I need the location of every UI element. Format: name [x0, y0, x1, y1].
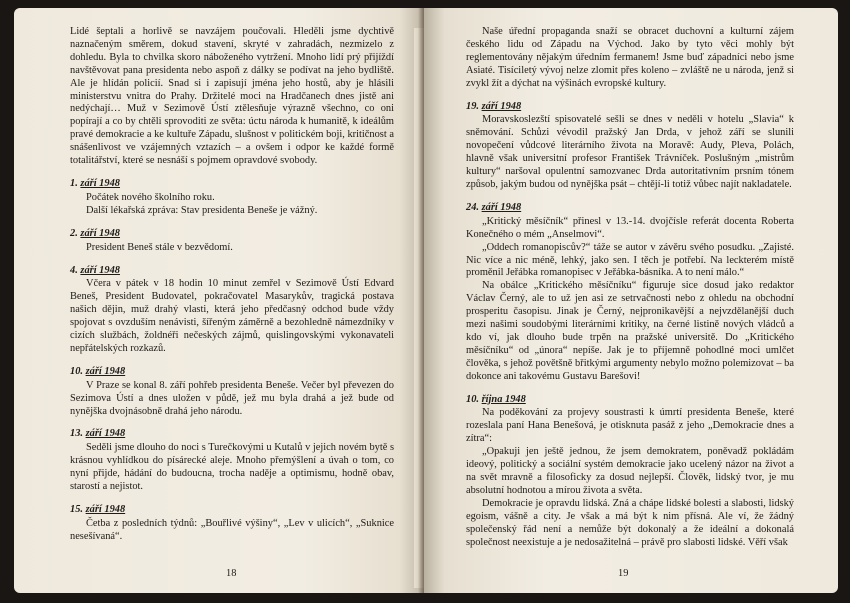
- entry-date-heading: [70, 366, 394, 379]
- entry-paragraph: Počátek nového školního roku.: [86, 191, 215, 203]
- left-page: [14, 8, 424, 593]
- entry-date-day: 1.: [70, 177, 78, 189]
- diary-entry: [466, 101, 794, 192]
- entry-date-month: září 1948: [85, 365, 126, 377]
- entry-paragraph: Na poděkování za projevy soustrasti k úmrtí presidenta Beneše, které rozeslala paní Hana Benešová, je otisknuta pasáž z jeho „Demokracie dnes a zítra“:: [466, 407, 794, 445]
- entry-paragraph: Demokracie je opravdu lidská. Zná a chápe lidské bolesti a slabosti, lidský egoism, vášně a city. Je však a má být k nim přísná. Ale ví, že žádný společenský řád není a nemůže být dokonalý a že ideální a dokonalá společnost neexistuje a je nedosažitelná – právě pro slabosti lidské. Věří však: [466, 497, 794, 548]
- entry-date-day: 24.: [466, 201, 479, 213]
- page-number-left: 18: [226, 568, 237, 579]
- entry-date-day: 10.: [466, 393, 479, 405]
- entry-date-heading: [70, 228, 394, 241]
- entry-date-day: 15.: [70, 504, 83, 515]
- entry-date-month: října 1948: [481, 393, 526, 405]
- diary-entry: [466, 202, 794, 384]
- right-diary-entries: [466, 101, 794, 550]
- entry-date-day: 10.: [70, 365, 83, 377]
- page-number-right: 19: [618, 568, 629, 579]
- entry-date-day: 2.: [70, 227, 78, 239]
- entry-paragraph: President Beneš stále v bezvědomí.: [86, 241, 233, 253]
- entry-paragraph: Seděli jsme dlouho do noci s Turečkovými u Kutalů v jejich novém bytě s krásnou vyhlídkou do písárecké aleje. Mnoho přemýšlení a úvah o tom, co nyní přijde, hádání do budoucna, trocha naděje a optimismu, hodně obav, starostí a nejistot.: [70, 442, 394, 493]
- entry-date-day: 4.: [70, 264, 78, 276]
- entry-paragraph: Další lékařská zpráva: Stav presidenta Beneše je vážný.: [86, 204, 318, 216]
- entry-paragraph: „Oddech romanopiscův?“ táže se autor v závěru svého posudku. „Zajisté. Nic více a nic méně, lehký, jako sen. I těch je potřebí. Na leckterém místě proměnil Jeřábka romanopisec v Jeřábka-básníka. A to není málo.“: [466, 241, 794, 279]
- left-intro-paragraph: Lidé šeptali a horlivě se navzájem poučovali. Hleděli jsme dychtivě naznačeným směrem, dokud stavení, skryté v zahradách, nezmizelo z dohledu. Byla to chvilka skoro náboženého vytržení. Mnoho lidí prý přijíždí navštěvovat pana presidenta nebo aspoň z dálky se podívat na jeho bydliště. Ale je hlídán policií. Snad si i zapisují jména jeho hostů, aby je hlásili ministerstvu vnitra do Prahy. Držitelé moci na Hradčanech dnes jistě ani nedýchají… Muž v Sezimově Ústí ztělesňuje výrazně všechno, co oni popírají a co by chtěli sprovoditi ze světa: úctu národa k humanitě, k ideálům pravé demokracie a ke kultuře Západu, slušnost v politickém boji, kritičnost a snášenlivost ve vzájemných vztazích – a ovšem i odpor ke každé formě totalitářství, které se nesnáší s pojmem opravdové svobody.: [70, 26, 394, 167]
- entry-date-month: září 1948: [80, 177, 120, 189]
- entry-date-heading: [70, 178, 394, 191]
- entry-date-heading: [70, 428, 394, 441]
- entry-date-heading: [70, 504, 394, 517]
- entry-date-month: září 1948: [80, 264, 120, 276]
- entry-date-heading: [70, 265, 394, 278]
- entry-paragraph: Moravskoslezští spisovatelé sešli se dnes v neděli v hotelu „Slavia“ k sněmování. Schůzi vévodil pražský Jan Drda, v jehož září se slunili novopečení vůdcové literárního života na Moravě: Audy, Pleva, Polách, hlavně však universitní profesor František Trávníček. Poslušným „mistrům kultury“ naršoval opulentní samozvanec Drda autoritativním prsním tónem způsob, jakým budou od nynějška psát – chtějí-li totiž vůbec najít nakladatele.: [466, 114, 794, 190]
- entry-date-month: září 1948: [85, 428, 126, 440]
- entry-date-month: září 1948: [481, 100, 522, 112]
- entry-date-heading: [466, 202, 794, 215]
- right-page: [424, 8, 838, 593]
- right-intro-paragraph: Naše úřední propaganda snaží se obracet duchovní a kulturní zájem českého lidu od Západu na Východ. Jako by tyto věci mohly být reglementovány nějakým úředním fermanem! Jsme buď západníci nebo jsme Asiaté. Tisíciletý vývoj nelze zlomit přes koleno – zvláště ne u národa, jenž si zvykl žít a dýchat na výšinách evropské kultury.: [466, 26, 794, 89]
- entry-date-day: 13.: [70, 428, 83, 440]
- diary-entry: [70, 504, 394, 544]
- entry-date-month: září 1948: [85, 504, 126, 515]
- diary-entry: [466, 394, 794, 550]
- diary-entry: [70, 265, 394, 356]
- entry-date-heading: [466, 101, 794, 114]
- entry-paragraph: „Kritický měsíčník“ přinesl v 13.-14. dvojčísle referát docenta Roberta Konečného o mém „Anselmovi“.: [466, 215, 794, 240]
- entry-date-day: 19.: [466, 100, 479, 112]
- entry-date-month: září 1948: [80, 227, 120, 239]
- diary-entry: [70, 178, 394, 218]
- diary-entry: [70, 428, 394, 494]
- diary-entry: [70, 366, 394, 419]
- entry-date-heading: [466, 394, 794, 407]
- diary-entry: [70, 228, 394, 255]
- entry-paragraph: V Praze se konal 8. září pohřeb presidenta Beneše. Večer byl převezen do Sezimova Ústí a dnes uložen v půdě, jež mu byla drahá a jež bude od nynějška dvojnásobně drahá jeho národu.: [70, 379, 394, 417]
- entry-date-month: září 1948: [481, 201, 522, 213]
- entry-paragraph: Na obálce „Kritického měsíčníku“ figuruje sice dosud jako redaktor Václav Černý, ale to už jen asi ze setrvačnosti nebo z ohledu na obchodní prosperitu časopisu. Jinak je Černý, nejpronikavější a nejvzdělanější duch mezi našimi soudobými literárními kritiky, na černé listině nových vládců a kdo ví, jak dlouho bude trpěn na pražské universitě. Do „Kritického měsíčníku“ od „února“ nepíše. Jak je to příjemně pohodlné moci umlčet člověka, s jehož povětšně břitkými argumenty nebylo možno polemizovat – ba dokonce ani takovému Gustavu Barešovi!: [466, 280, 794, 382]
- entry-paragraph: Četba z posledních týdnů: „Bouřlivé výšiny“, „Lev v ulicích“, „Suknice nesešívaná“.: [70, 517, 394, 542]
- entry-paragraph: „Opakuji jen ještě jednou, že jsem demokratem, poněvadž pokládám ideový, politický a sociální systém demokracie jako ucelený názor na život a na svět mravně a filosoficky za dosud nejlepší. Člověk, lidský tvor, je mu absolutní hodnotou a mírou života a světa.: [466, 446, 794, 496]
- entry-paragraph: Včera v pátek v 18 hodin 10 minut zemřel v Sezimově Ústí Edvard Beneš, President Budovatel, pokračovatel Masarykův, tragická postava našich dějin, muž drahý vlasti, která jeho předčasný odchod bude vždy spojovat s ovzduším nenávisti, šířeným záměrně a bezohledně námezdníky v cizích službách, žoldnéři nečeských zájmů, quislingovskými vykonavateli nepřátelských rozkazů.: [70, 278, 394, 354]
- left-diary-entries: [70, 178, 394, 544]
